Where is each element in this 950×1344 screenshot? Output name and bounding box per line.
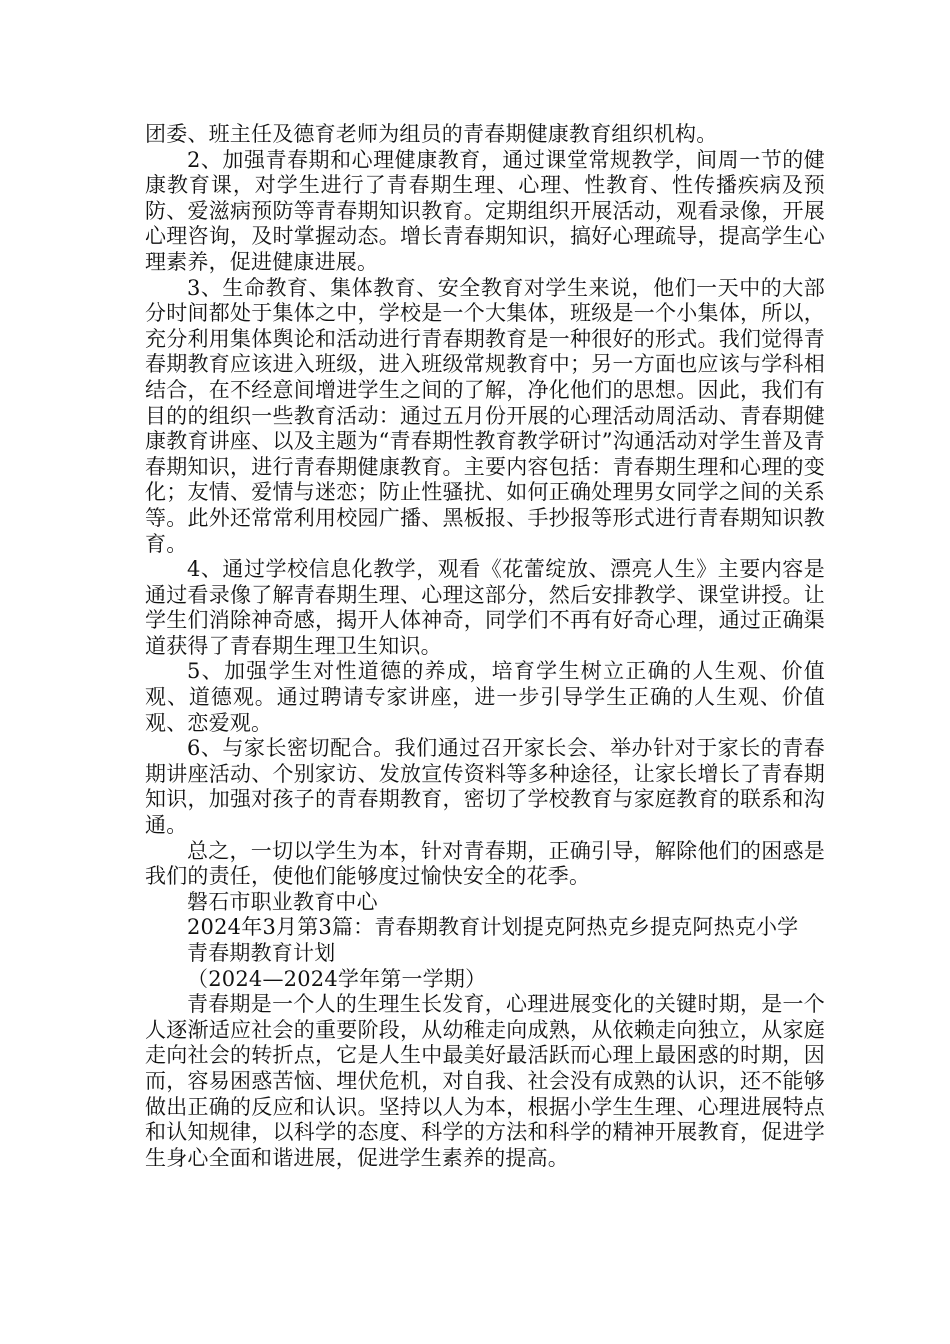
paragraph-organization: 团委、班主任及德育老师为组员的青春期健康教育组织机构。 (145, 122, 718, 146)
paragraph-item-6: 6、与家长密切配合。我们通过召开家长会、举办针对于家长的青春期讲座活动、个别家访、发放宣传资料等多种途径，让家长增长了青春期知识，加强对孩子的青春期教育，密切了学校教育与家庭教育的联系和沟通。 (145, 736, 825, 838)
paragraph-item-3: 3、生命教育、集体教育、安全教育对学生来说，他们一天中的大部分时间都处于集体之中，学校是一个大集体，班级是一个小集体，所以，充分利用集体舆论和活动进行青春期教育是一种很好的形式。我们觉得青春期教育应该进入班级，进入班级常规教育中；另一方面也应该与学科相结合，在不经意间增进学生之间的了解，净化他们的思想。因此，我们有目的的组织一些教育活动：通过五月份开展的心理活动周活动、青春期健康教育讲座、以及主题为“青春期性教育教学研讨”沟通活动对学生普及青春期知识，进行青春期健康教育。主要内容包括：青春期生理和心理的变化；友情、爱情与迷恋；防止性骚扰、如何正确处理男女同学之间的关系等。此外还常常利用校园广播、黑板报、手抄报等形式进行青春期知识教育。 (145, 275, 825, 556)
plan-title: 青春期教育计划 (187, 941, 336, 965)
paragraph-plan-intro: 青春期是一个人的生理生长发育，心理进展变化的关键时期，是一个人逐渐适应社会的重要阶段，从幼稚走向成熟，从依赖走向独立，从家庭走向社会的转折点，它是人生中最美好最活跃而心理上最困惑的时期，因而，容易困惑苦恼、埋伏危机，对自我、社会没有成熟的认识，还不能够做出正确的反应和认识。坚持以人为本，根据小学生生理、心理进展特点和认知规律，以科学的态度、科学的方法和科学的精神开展教育，促进学生身心全面和谐进展，促进学生素养的提高。 (145, 992, 825, 1170)
paragraph-summary: 总之，一切以学生为本，针对青春期，正确引导，解除他们的困惑是我们的责任，使他们能够度过愉快安全的花季。 (145, 838, 825, 889)
paragraph-item-5: 5、加强学生对性道德的养成，培育学生树立正确的人生观、价值观、道德观。通过聘请专家讲座，进一步引导学生正确的人生观、价值观、恋爱观。 (145, 659, 825, 735)
signature-organization: 磐石市职业教育中心 (187, 889, 378, 914)
document-page (145, 122, 825, 1171)
paragraph-item-2: 2、加强青春期和心理健康教育，通过课堂常规教学，间周一节的健康教育课，对学生进行了青春期生理、心理、性教育、性传播疾病及预防、爱滋病预防等青春期知识教育。定期组织开展活动，观看录像，开展心理咨询，及时掌握动态。增长青春期知识，搞好心理疏导，提高学生心理素养，促进健康进展。 (145, 147, 825, 274)
paragraph-item-4: 4、通过学校信息化教学，观看《花蕾绽放、漂亮人生》主要内容是通过看录像了解青春期生理、心理这部分，然后安排教学、课堂讲授。让学生们消除神奇感，揭开人体神奇，同学们不再有好奇心理，通过正确渠道获得了青春期生理卫生知识。 (145, 557, 825, 658)
plan-term: （2024—2024学年第一学期） (187, 966, 487, 991)
date-and-section-heading: 2024年3月第3篇：青春期教育计划提克阿热克乡提克阿热克小学 (187, 915, 799, 940)
